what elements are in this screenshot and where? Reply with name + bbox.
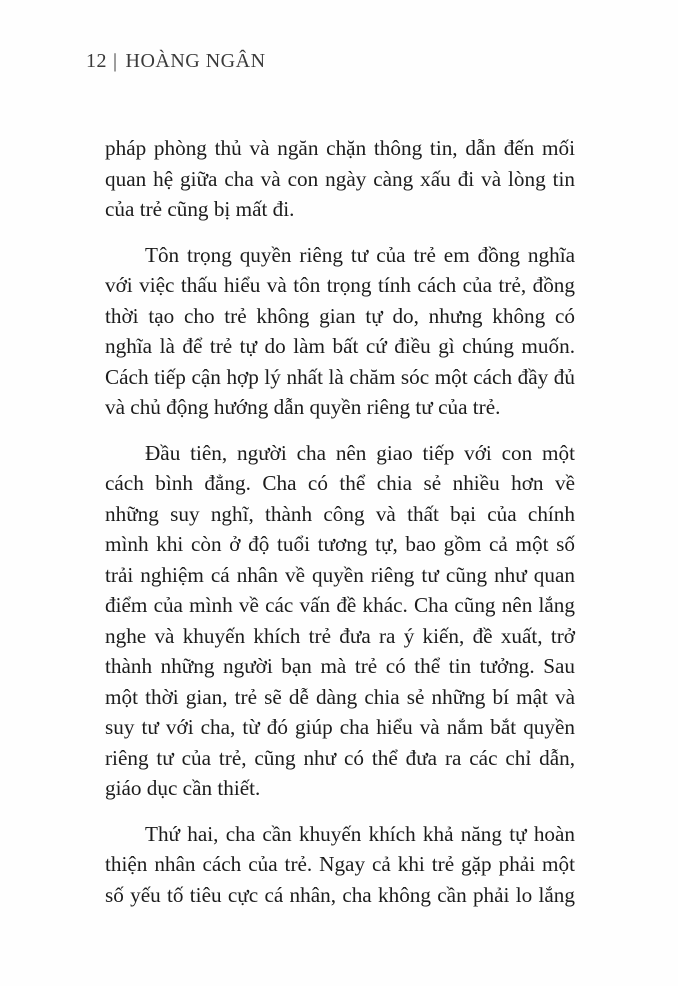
text-line: Tôn trọng quyền riêng tư của trẻ em đồng nghĩa <box>145 242 575 267</box>
text-line: điểm của mình về các vấn đề khác. Cha cũng nên lắng <box>105 593 575 617</box>
text-line: giáo dục cần thiết. <box>105 776 261 800</box>
text-line: nghe và khuyến khích trẻ đưa ra ý kiến, đề xuất, trở <box>105 623 575 648</box>
text-line: và chủ động hướng dẫn quyền riêng tư của trẻ. <box>105 395 501 419</box>
body-text <box>105 133 575 925</box>
text-line: trải nghiệm cá nhân về quyền riêng tư cũng như quan <box>105 562 575 587</box>
page-number: 12 <box>86 50 107 72</box>
text-line: thời tạo cho trẻ không gian tự do, nhưng không có <box>105 303 575 328</box>
text-line: pháp phòng thủ và ngăn chặn thông tin, dẫn đến mối <box>105 136 575 160</box>
text-line: Đầu tiên, người cha nên giao tiếp với con một <box>145 440 575 465</box>
text-line: nghĩa là để trẻ tự do làm bất cứ điều gì chúng muốn. <box>105 334 575 358</box>
header-separator: | <box>113 50 118 72</box>
text-line: thiện nhân cách của trẻ. Ngay cả khi trẻ gặp phải một <box>105 852 575 876</box>
paragraph-2 <box>105 240 575 423</box>
text-line: quan hệ giữa cha và con ngày càng xấu đi và lòng tin <box>105 166 575 191</box>
text-line: cách bình đẳng. Cha có thể chia sẻ nhiều hơn về <box>105 471 575 495</box>
text-line: thành những người bạn mà trẻ có thể tin tưởng. Sau <box>105 654 575 678</box>
text-line: suy tư với cha, từ đó giúp cha hiểu và nắm bắt quyền <box>105 715 575 739</box>
text-line: Cách tiếp cận hợp lý nhất là chăm sóc một cách đầy đủ <box>105 364 575 389</box>
text-line: của trẻ cũng bị mất đi. <box>105 197 295 221</box>
author-name: HOÀNG NGÂN <box>125 50 266 72</box>
text-line: Thứ hai, cha cần khuyến khích khả năng tự hoàn <box>145 821 575 846</box>
paragraph-1 <box>105 133 575 225</box>
text-line: riêng tư của trẻ, cũng như có thể đưa ra các chỉ dẫn, <box>105 745 575 770</box>
paragraph-4 <box>105 819 575 911</box>
paragraph-3 <box>105 438 575 804</box>
text-line: những suy nghĩ, thành công và thất bại của chính <box>105 501 575 526</box>
running-header <box>86 50 266 73</box>
text-line: một thời gian, trẻ sẽ dễ dàng chia sẻ những bí mật và <box>105 684 575 709</box>
text-line: mình khi còn ở độ tuổi tương tự, bao gồm cả một số <box>105 532 575 556</box>
text-line: số yếu tố tiêu cực cá nhân, cha không cần phải lo lắng <box>105 882 575 907</box>
text-line: với việc thấu hiểu và tôn trọng tính cách của trẻ, đồng <box>105 273 575 297</box>
